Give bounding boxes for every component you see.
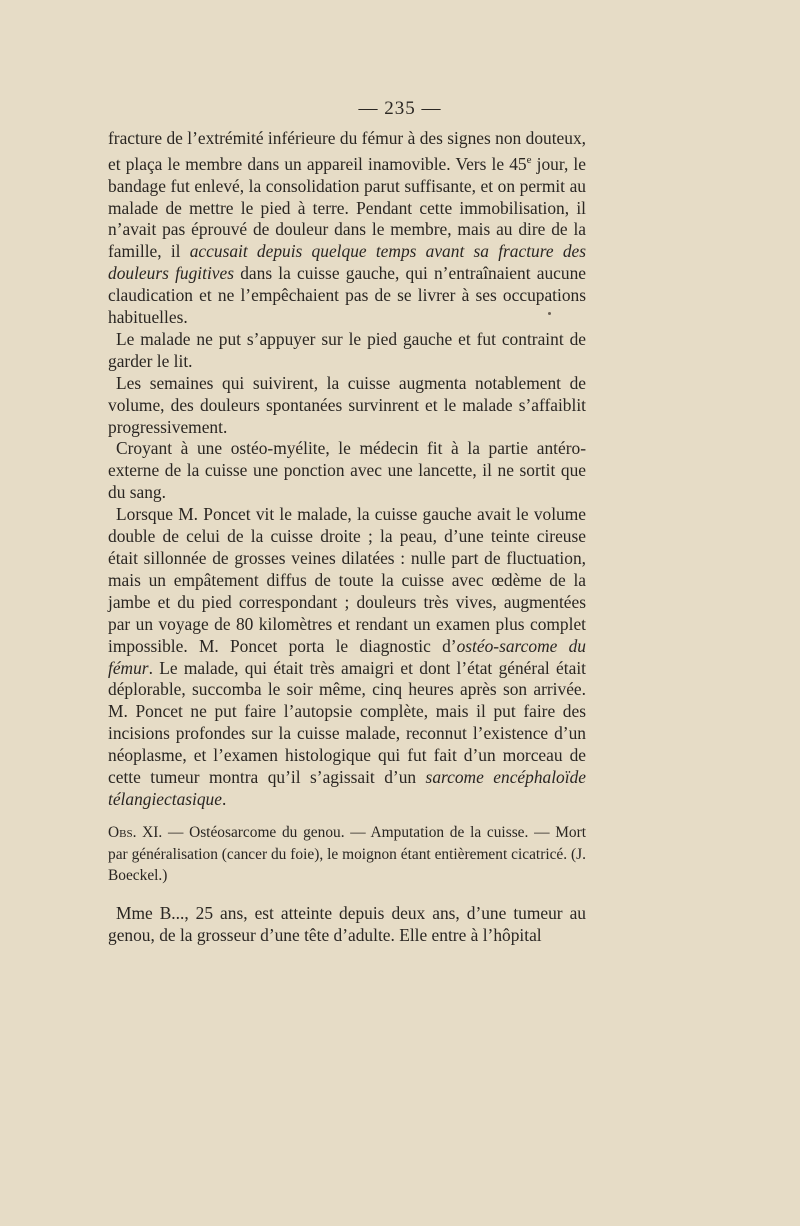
diagnosis-italic: ostéo-sarcome du fémur [108,635,586,678]
paragraph-1-part-b: jour, le bandage fut enlevé, la consolidation parut suffisante, et on permit au malade de mettre le pied à terre. Pendant cette immobilisation, il n’avait pas éprouvé de douleur dans le membre, mais au dire de la famille, il [108,153,586,262]
paragraph-1-part-c: dans la cuisse gauche, qui n’entraînaient aucune claudication et ne l’empêchaient pas de se livrer à ses occupations habituelles. [108,263,586,328]
case-text [108,902,586,946]
paragraph-3: Les semaines qui suivirent, la cuisse augmenta notablement de volume, des douleurs spontanées survinrent et le malade s’affaiblit progressivement. [108,372,586,437]
paragraph-5-part-c: . [221,788,227,809]
ordinal-superscript: e [526,153,532,166]
paragraph-1-italic: accusait depuis quelque temps avant sa fracture des douleurs fugitives [108,241,586,284]
observation-summary: — Ostéosarcome du genou. — Amputation de la cuisse. — Mort par généralisation (cancer du foie), le moignon étant entièrement cicatricé. (J. Boeckel.) [108,824,586,884]
paragraph-5-part-b: . Le malade, qui était très amaigri et dont l’état général était déplorable, succomba le soir même, cinq heures après son arrivée. M. Poncet ne put faire l’autopsie complète, mais il put faire des incisions profondes sur la cuisse malade, reconnut l’existence d’un néoplasme, et l’examen histologique qui fut fait d’un morceau de cette tumeur montra qu’il s’agissait d’un [108,657,586,788]
ink-speck [548,312,551,315]
observation-text [108,822,586,887]
observation-label: Obs. XI. [108,824,163,841]
paragraph-1-part-a: fracture de l’extrémité inférieure du fémur à des signes non douteux, et plaça le membre dans un appareil inamovible. Vers le 45 [108,128,586,174]
paragraph-5-part-a: Lorsque M. Poncet vit le malade, la cuisse gauche avait le volume double de celui de la cuisse droite ; la peau, d’une teinte cireuse était sillonnée de grosses veines dilatées : nulle part de fluctuation, mais un empâtement diffus de toute la cuisse avec œdème de la jambe et du pied correspondant ; douleurs très vives, augmentées par un voyage de 80 kilomètres et rendant un examen plus complet impossible. M. Poncet porta le diagnostic d’ [108,504,586,656]
main-text [108,128,586,811]
page-number: — 235 — [358,98,442,119]
observation-heading [108,822,586,887]
paragraph-5 [108,504,586,811]
paragraph-2: Le malade ne put s’appuyer sur le pied gauche et fut contraint de garder le lit. [108,328,586,371]
paragraph-1 [108,128,586,329]
paragraph-4: Croyant à une ostéo-myélite, le médecin fit à la partie antéro-externe de la cuisse une ponction avec une lancette, il ne sortit que du sang. [108,438,586,503]
histology-italic: sarcome encéphaloïde télangiectasique [108,767,586,809]
paragraph-6: Mme B..., 25 ans, est atteinte depuis deux ans, d’une tumeur au genou, de la grosseur d’une tête d’adulte. Elle entre à l’hôpital [108,903,586,945]
